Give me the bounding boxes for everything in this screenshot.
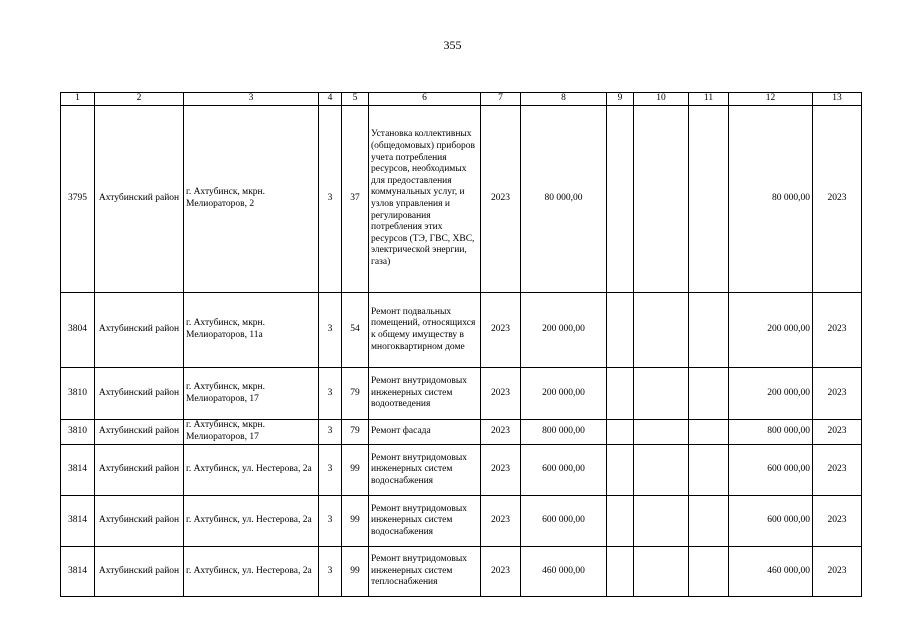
district-cell: Ахтубинский район (95, 106, 184, 293)
address-cell: г. Ахтубинск, ул. Нестерова, 2а (184, 496, 319, 547)
col11-cell (689, 420, 729, 445)
end-year-cell: 2023 (813, 547, 862, 597)
column-header: 8 (521, 93, 607, 106)
col9-cell (607, 293, 634, 368)
total-cell: 200 000,00 (729, 293, 813, 368)
end-year-cell: 2023 (813, 420, 862, 445)
row-number: 3810 (61, 368, 95, 420)
column-header: 10 (634, 93, 689, 106)
amount-cell: 460 000,00 (521, 547, 607, 597)
col11-cell (689, 368, 729, 420)
column-header: 1 (61, 93, 95, 106)
address-cell: г. Ахтубинск, мкрн. Мелиораторов, 17 (184, 420, 319, 445)
district-cell: Ахтубинский район (95, 368, 184, 420)
amount-cell: 200 000,00 (521, 293, 607, 368)
district-cell: Ахтубинский район (95, 496, 184, 547)
col11-cell (689, 293, 729, 368)
col9-cell (607, 106, 634, 293)
column-header: 7 (481, 93, 521, 106)
row-number: 3814 (61, 445, 95, 496)
amount-cell: 800 000,00 (521, 420, 607, 445)
col4-cell: 3 (319, 496, 342, 547)
address-cell: г. Ахтубинск, ул. Нестерова, 2а (184, 445, 319, 496)
column-header: 12 (729, 93, 813, 106)
col5-cell: 99 (342, 547, 369, 597)
page-number: 355 (443, 38, 462, 52)
col4-cell: 3 (319, 547, 342, 597)
year-cell: 2023 (481, 445, 521, 496)
col5-cell: 54 (342, 293, 369, 368)
table-row (61, 106, 862, 293)
row-number: 3814 (61, 547, 95, 597)
column-header: 2 (95, 93, 184, 106)
register-table (60, 92, 862, 597)
year-cell: 2023 (481, 420, 521, 445)
column-header: 13 (813, 93, 862, 106)
amount-cell: 600 000,00 (521, 445, 607, 496)
address-cell: г. Ахтубинск, мкрн. Мелиораторов, 17 (184, 368, 319, 420)
total-cell: 600 000,00 (729, 445, 813, 496)
end-year-cell: 2023 (813, 368, 862, 420)
col10-cell (634, 420, 689, 445)
total-cell: 200 000,00 (729, 368, 813, 420)
col5-cell: 79 (342, 368, 369, 420)
district-cell: Ахтубинский район (95, 293, 184, 368)
col11-cell (689, 547, 729, 597)
table-row (61, 420, 862, 445)
table-row (61, 445, 862, 496)
end-year-cell: 2023 (813, 445, 862, 496)
table-row (61, 293, 862, 368)
total-cell: 800 000,00 (729, 420, 813, 445)
column-header: 5 (342, 93, 369, 106)
col4-cell: 3 (319, 368, 342, 420)
address-cell: г. Ахтубинск, ул. Нестерова, 2а (184, 547, 319, 597)
work-description-cell: Ремонт внутридомовых инженерных систем водоотведения (369, 368, 481, 420)
work-description-cell: Ремонт подвальных помещений, относящихся к общему имуществу в многоквартирном доме (369, 293, 481, 368)
work-description-cell: Ремонт фасада (369, 420, 481, 445)
amount-cell: 600 000,00 (521, 496, 607, 547)
year-cell: 2023 (481, 547, 521, 597)
header-row (61, 93, 862, 106)
col5-cell: 99 (342, 445, 369, 496)
col4-cell: 3 (319, 293, 342, 368)
table-row (61, 368, 862, 420)
col11-cell (689, 496, 729, 547)
col10-cell (634, 445, 689, 496)
amount-cell: 80 000,00 (521, 106, 607, 293)
col9-cell (607, 368, 634, 420)
work-description-cell: Ремонт внутридомовых инженерных систем водоснабжения (369, 496, 481, 547)
col9-cell (607, 420, 634, 445)
col10-cell (634, 547, 689, 597)
col9-cell (607, 445, 634, 496)
column-header: 6 (369, 93, 481, 106)
work-description-cell: Ремонт внутридомовых инженерных систем водоснабжения (369, 445, 481, 496)
district-cell: Ахтубинский район (95, 420, 184, 445)
column-header: 4 (319, 93, 342, 106)
col4-cell: 3 (319, 445, 342, 496)
col11-cell (689, 445, 729, 496)
row-number: 3814 (61, 496, 95, 547)
district-cell: Ахтубинский район (95, 445, 184, 496)
col10-cell (634, 368, 689, 420)
col4-cell: 3 (319, 420, 342, 445)
col10-cell (634, 106, 689, 293)
address-cell: г. Ахтубинск, мкрн. Мелиораторов, 2 (184, 106, 319, 293)
year-cell: 2023 (481, 496, 521, 547)
column-header: 9 (607, 93, 634, 106)
table-row (61, 547, 862, 597)
end-year-cell: 2023 (813, 106, 862, 293)
col5-cell: 99 (342, 496, 369, 547)
end-year-cell: 2023 (813, 496, 862, 547)
end-year-cell: 2023 (813, 293, 862, 368)
district-cell: Ахтубинский район (95, 547, 184, 597)
total-cell: 600 000,00 (729, 496, 813, 547)
table-row (61, 496, 862, 547)
total-cell: 80 000,00 (729, 106, 813, 293)
col9-cell (607, 547, 634, 597)
column-header: 11 (689, 93, 729, 106)
row-number: 3810 (61, 420, 95, 445)
col4-cell: 3 (319, 106, 342, 293)
col10-cell (634, 293, 689, 368)
row-number: 3804 (61, 293, 95, 368)
work-description-cell: Установка коллективных (общедомовых) приборов учета потребления ресурсов, необходимых для предоставления коммунальных услуг, и узлов управления и регулирования потребления этих ресурсов (ТЭ, ГВС, ХВС, электрической энергии, газа) (369, 106, 481, 293)
work-description-cell: Ремонт внутридомовых инженерных систем теплоснабжения (369, 547, 481, 597)
col11-cell (689, 106, 729, 293)
column-header: 3 (184, 93, 319, 106)
amount-cell: 200 000,00 (521, 368, 607, 420)
col5-cell: 79 (342, 420, 369, 445)
address-cell: г. Ахтубинск, мкрн. Мелиораторов, 11а (184, 293, 319, 368)
row-number: 3795 (61, 106, 95, 293)
year-cell: 2023 (481, 368, 521, 420)
col9-cell (607, 496, 634, 547)
year-cell: 2023 (481, 293, 521, 368)
year-cell: 2023 (481, 106, 521, 293)
col5-cell: 37 (342, 106, 369, 293)
total-cell: 460 000,00 (729, 547, 813, 597)
col10-cell (634, 496, 689, 547)
